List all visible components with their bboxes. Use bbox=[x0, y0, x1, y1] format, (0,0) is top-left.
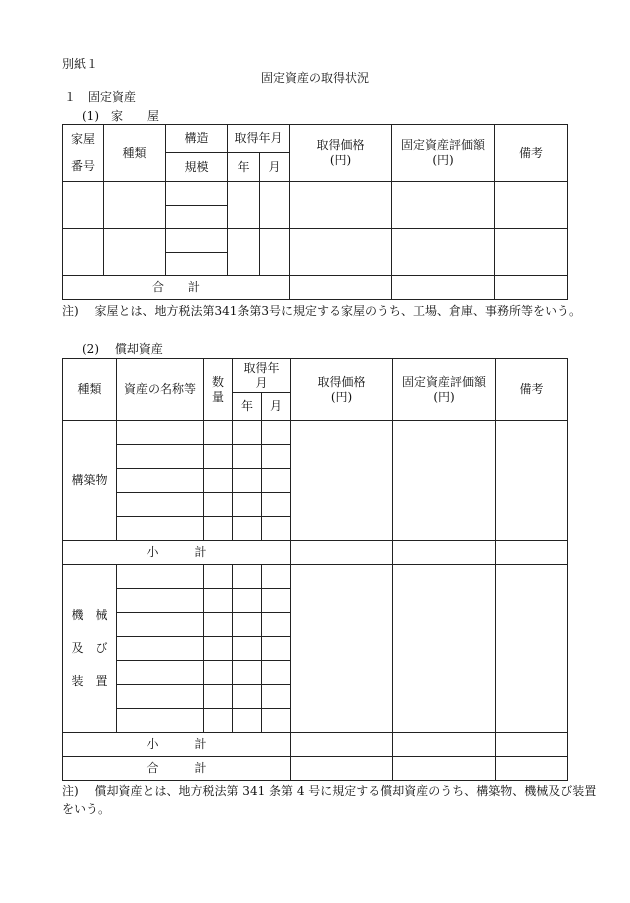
header-house-no-line2: 番号 bbox=[70, 159, 95, 173]
dep-header-acq-cell bbox=[233, 359, 291, 393]
cell[interactable] bbox=[291, 541, 393, 565]
header-acq-ym: 取得年月 bbox=[228, 125, 290, 153]
cell[interactable] bbox=[291, 421, 393, 541]
cell[interactable] bbox=[204, 565, 233, 589]
cell[interactable] bbox=[393, 757, 496, 781]
houses-note: 注) 家屋とは、地方税法第341条第3号に規定する家屋のうち、工場、倉庫、事務所等をいう。 bbox=[62, 304, 582, 318]
machinery-subtotal-label: 小 計 bbox=[63, 733, 291, 757]
cell[interactable] bbox=[204, 685, 233, 709]
header-year: 年 bbox=[228, 153, 260, 182]
dep-header-acq-line2: 月 bbox=[255, 375, 268, 390]
cell[interactable] bbox=[233, 565, 262, 589]
cell[interactable] bbox=[393, 541, 496, 565]
cell[interactable] bbox=[262, 469, 291, 493]
machinery-label-cell bbox=[63, 565, 117, 733]
cell[interactable] bbox=[233, 517, 262, 541]
cell[interactable] bbox=[291, 565, 393, 733]
cell[interactable] bbox=[495, 229, 568, 276]
cell[interactable] bbox=[262, 517, 291, 541]
dep-header-month: 月 bbox=[262, 393, 291, 421]
houses-heading: (1) 家 屋 bbox=[82, 109, 159, 123]
cell[interactable] bbox=[262, 493, 291, 517]
cell[interactable] bbox=[262, 613, 291, 637]
cell[interactable] bbox=[290, 276, 392, 300]
cell[interactable] bbox=[392, 182, 495, 229]
dep-header-price-cell bbox=[291, 359, 393, 421]
cell[interactable] bbox=[233, 493, 262, 517]
houses-table bbox=[62, 124, 568, 300]
cell[interactable] bbox=[233, 661, 262, 685]
dep-header-eval: 固定資産評価額 bbox=[402, 374, 487, 389]
cell[interactable] bbox=[166, 206, 228, 229]
cell[interactable] bbox=[104, 182, 166, 229]
cell[interactable] bbox=[496, 541, 568, 565]
dep-header-name: 資産の名称等 bbox=[117, 359, 204, 421]
cell[interactable] bbox=[204, 445, 233, 469]
cell[interactable] bbox=[117, 517, 204, 541]
cell[interactable] bbox=[392, 229, 495, 276]
cell[interactable] bbox=[204, 637, 233, 661]
structures-subtotal-label: 小 計 bbox=[63, 541, 291, 565]
structures-label: 構築物 bbox=[63, 421, 117, 541]
cell[interactable] bbox=[117, 469, 204, 493]
dep-header-eval-cell bbox=[393, 359, 496, 421]
cell[interactable] bbox=[393, 421, 496, 541]
dep-header-remarks: 備考 bbox=[496, 359, 568, 421]
header-price: 取得価格 bbox=[316, 138, 365, 152]
cell[interactable] bbox=[291, 757, 393, 781]
cell[interactable] bbox=[393, 733, 496, 757]
header-house-no-cell bbox=[63, 125, 104, 182]
header-eval: 固定資産評価額 bbox=[401, 138, 486, 152]
cell[interactable] bbox=[233, 445, 262, 469]
cell[interactable] bbox=[290, 182, 392, 229]
cell[interactable] bbox=[117, 613, 204, 637]
header-price-cell bbox=[290, 125, 392, 182]
cell[interactable] bbox=[166, 253, 228, 276]
cell[interactable] bbox=[260, 182, 290, 229]
header-month: 月 bbox=[260, 153, 290, 182]
cell[interactable] bbox=[495, 182, 568, 229]
dep-header-qty-cell bbox=[204, 359, 233, 421]
cell[interactable] bbox=[117, 493, 204, 517]
header-scale: 規模 bbox=[166, 153, 228, 182]
cell[interactable] bbox=[204, 613, 233, 637]
cell[interactable] bbox=[63, 182, 104, 229]
depreciable-note-line1: 注) 償却資産とは、地方税法第 341 条第 4 号に規定する償却資産のうち、構築物、機械及び装置 bbox=[62, 784, 597, 798]
cell[interactable] bbox=[495, 276, 568, 300]
cell[interactable] bbox=[166, 229, 228, 253]
header-eval-unit: (円) bbox=[432, 153, 454, 167]
cell[interactable] bbox=[262, 445, 291, 469]
cell[interactable] bbox=[204, 709, 233, 733]
cell[interactable] bbox=[262, 565, 291, 589]
header-remarks: 備考 bbox=[495, 125, 568, 182]
cell[interactable] bbox=[204, 589, 233, 613]
cell[interactable] bbox=[204, 469, 233, 493]
cell[interactable] bbox=[204, 421, 233, 445]
cell[interactable] bbox=[262, 637, 291, 661]
depreciable-heading: (2) 償却資産 bbox=[82, 342, 163, 356]
page-title: 固定資産の取得状況 bbox=[260, 71, 369, 85]
cell[interactable] bbox=[392, 276, 495, 300]
cell[interactable] bbox=[228, 229, 260, 276]
cell[interactable] bbox=[233, 421, 262, 445]
dep-header-year: 年 bbox=[233, 393, 262, 421]
cell[interactable] bbox=[117, 421, 204, 445]
header-structure: 構造 bbox=[166, 125, 228, 153]
header-eval-cell bbox=[392, 125, 495, 182]
attachment-label: 別紙１ bbox=[62, 57, 99, 71]
dep-header-type: 種類 bbox=[63, 359, 117, 421]
cell[interactable] bbox=[262, 421, 291, 445]
cell[interactable] bbox=[291, 733, 393, 757]
header-type: 種類 bbox=[104, 125, 166, 182]
dep-header-price-unit: (円) bbox=[330, 389, 353, 404]
cell[interactable] bbox=[63, 229, 104, 276]
cell[interactable] bbox=[496, 565, 568, 733]
cell[interactable] bbox=[117, 685, 204, 709]
cell[interactable] bbox=[290, 229, 392, 276]
cell[interactable] bbox=[233, 469, 262, 493]
depreciable-total-label: 合 計 bbox=[63, 757, 291, 781]
cell[interactable] bbox=[117, 565, 204, 589]
dep-header-eval-unit: (円) bbox=[433, 389, 455, 404]
cell[interactable] bbox=[117, 445, 204, 469]
cell[interactable] bbox=[204, 517, 233, 541]
depreciable-note-line2: をいう。 bbox=[62, 802, 111, 816]
cell[interactable] bbox=[262, 661, 291, 685]
section1-heading: １ 固定資産 bbox=[64, 90, 137, 104]
cell[interactable] bbox=[117, 637, 204, 661]
cell[interactable] bbox=[496, 733, 568, 757]
cell[interactable] bbox=[260, 229, 290, 276]
cell[interactable] bbox=[117, 589, 204, 613]
cell[interactable] bbox=[496, 421, 568, 541]
houses-total-label: 合 計 bbox=[63, 276, 290, 300]
dep-header-price: 取得価格 bbox=[317, 374, 366, 389]
depreciable-table bbox=[62, 358, 568, 781]
cell[interactable] bbox=[233, 613, 262, 637]
dep-header-qty-line2: 量 bbox=[211, 389, 224, 404]
cell[interactable] bbox=[233, 589, 262, 613]
cell[interactable] bbox=[233, 709, 262, 733]
cell[interactable] bbox=[262, 685, 291, 709]
dep-header-qty-line1: 数 bbox=[211, 374, 224, 389]
cell[interactable] bbox=[204, 493, 233, 517]
cell[interactable] bbox=[262, 589, 291, 613]
cell[interactable] bbox=[262, 709, 291, 733]
header-price-unit: (円) bbox=[329, 153, 352, 167]
dep-header-acq-line1: 取得年 bbox=[243, 360, 280, 375]
machinery-label-line3: 装 置 bbox=[71, 674, 108, 688]
cell[interactable] bbox=[233, 637, 262, 661]
machinery-label-line2: 及 び bbox=[71, 641, 108, 655]
cell[interactable] bbox=[496, 757, 568, 781]
cell[interactable] bbox=[228, 182, 260, 229]
cell[interactable] bbox=[393, 565, 496, 733]
cell[interactable] bbox=[117, 709, 204, 733]
machinery-label-line1: 機 械 bbox=[71, 608, 108, 622]
cell[interactable] bbox=[233, 685, 262, 709]
cell[interactable] bbox=[117, 661, 204, 685]
cell[interactable] bbox=[204, 661, 233, 685]
header-house-no-line1: 家屋 bbox=[70, 132, 95, 146]
cell[interactable] bbox=[166, 182, 228, 206]
cell[interactable] bbox=[104, 229, 166, 276]
